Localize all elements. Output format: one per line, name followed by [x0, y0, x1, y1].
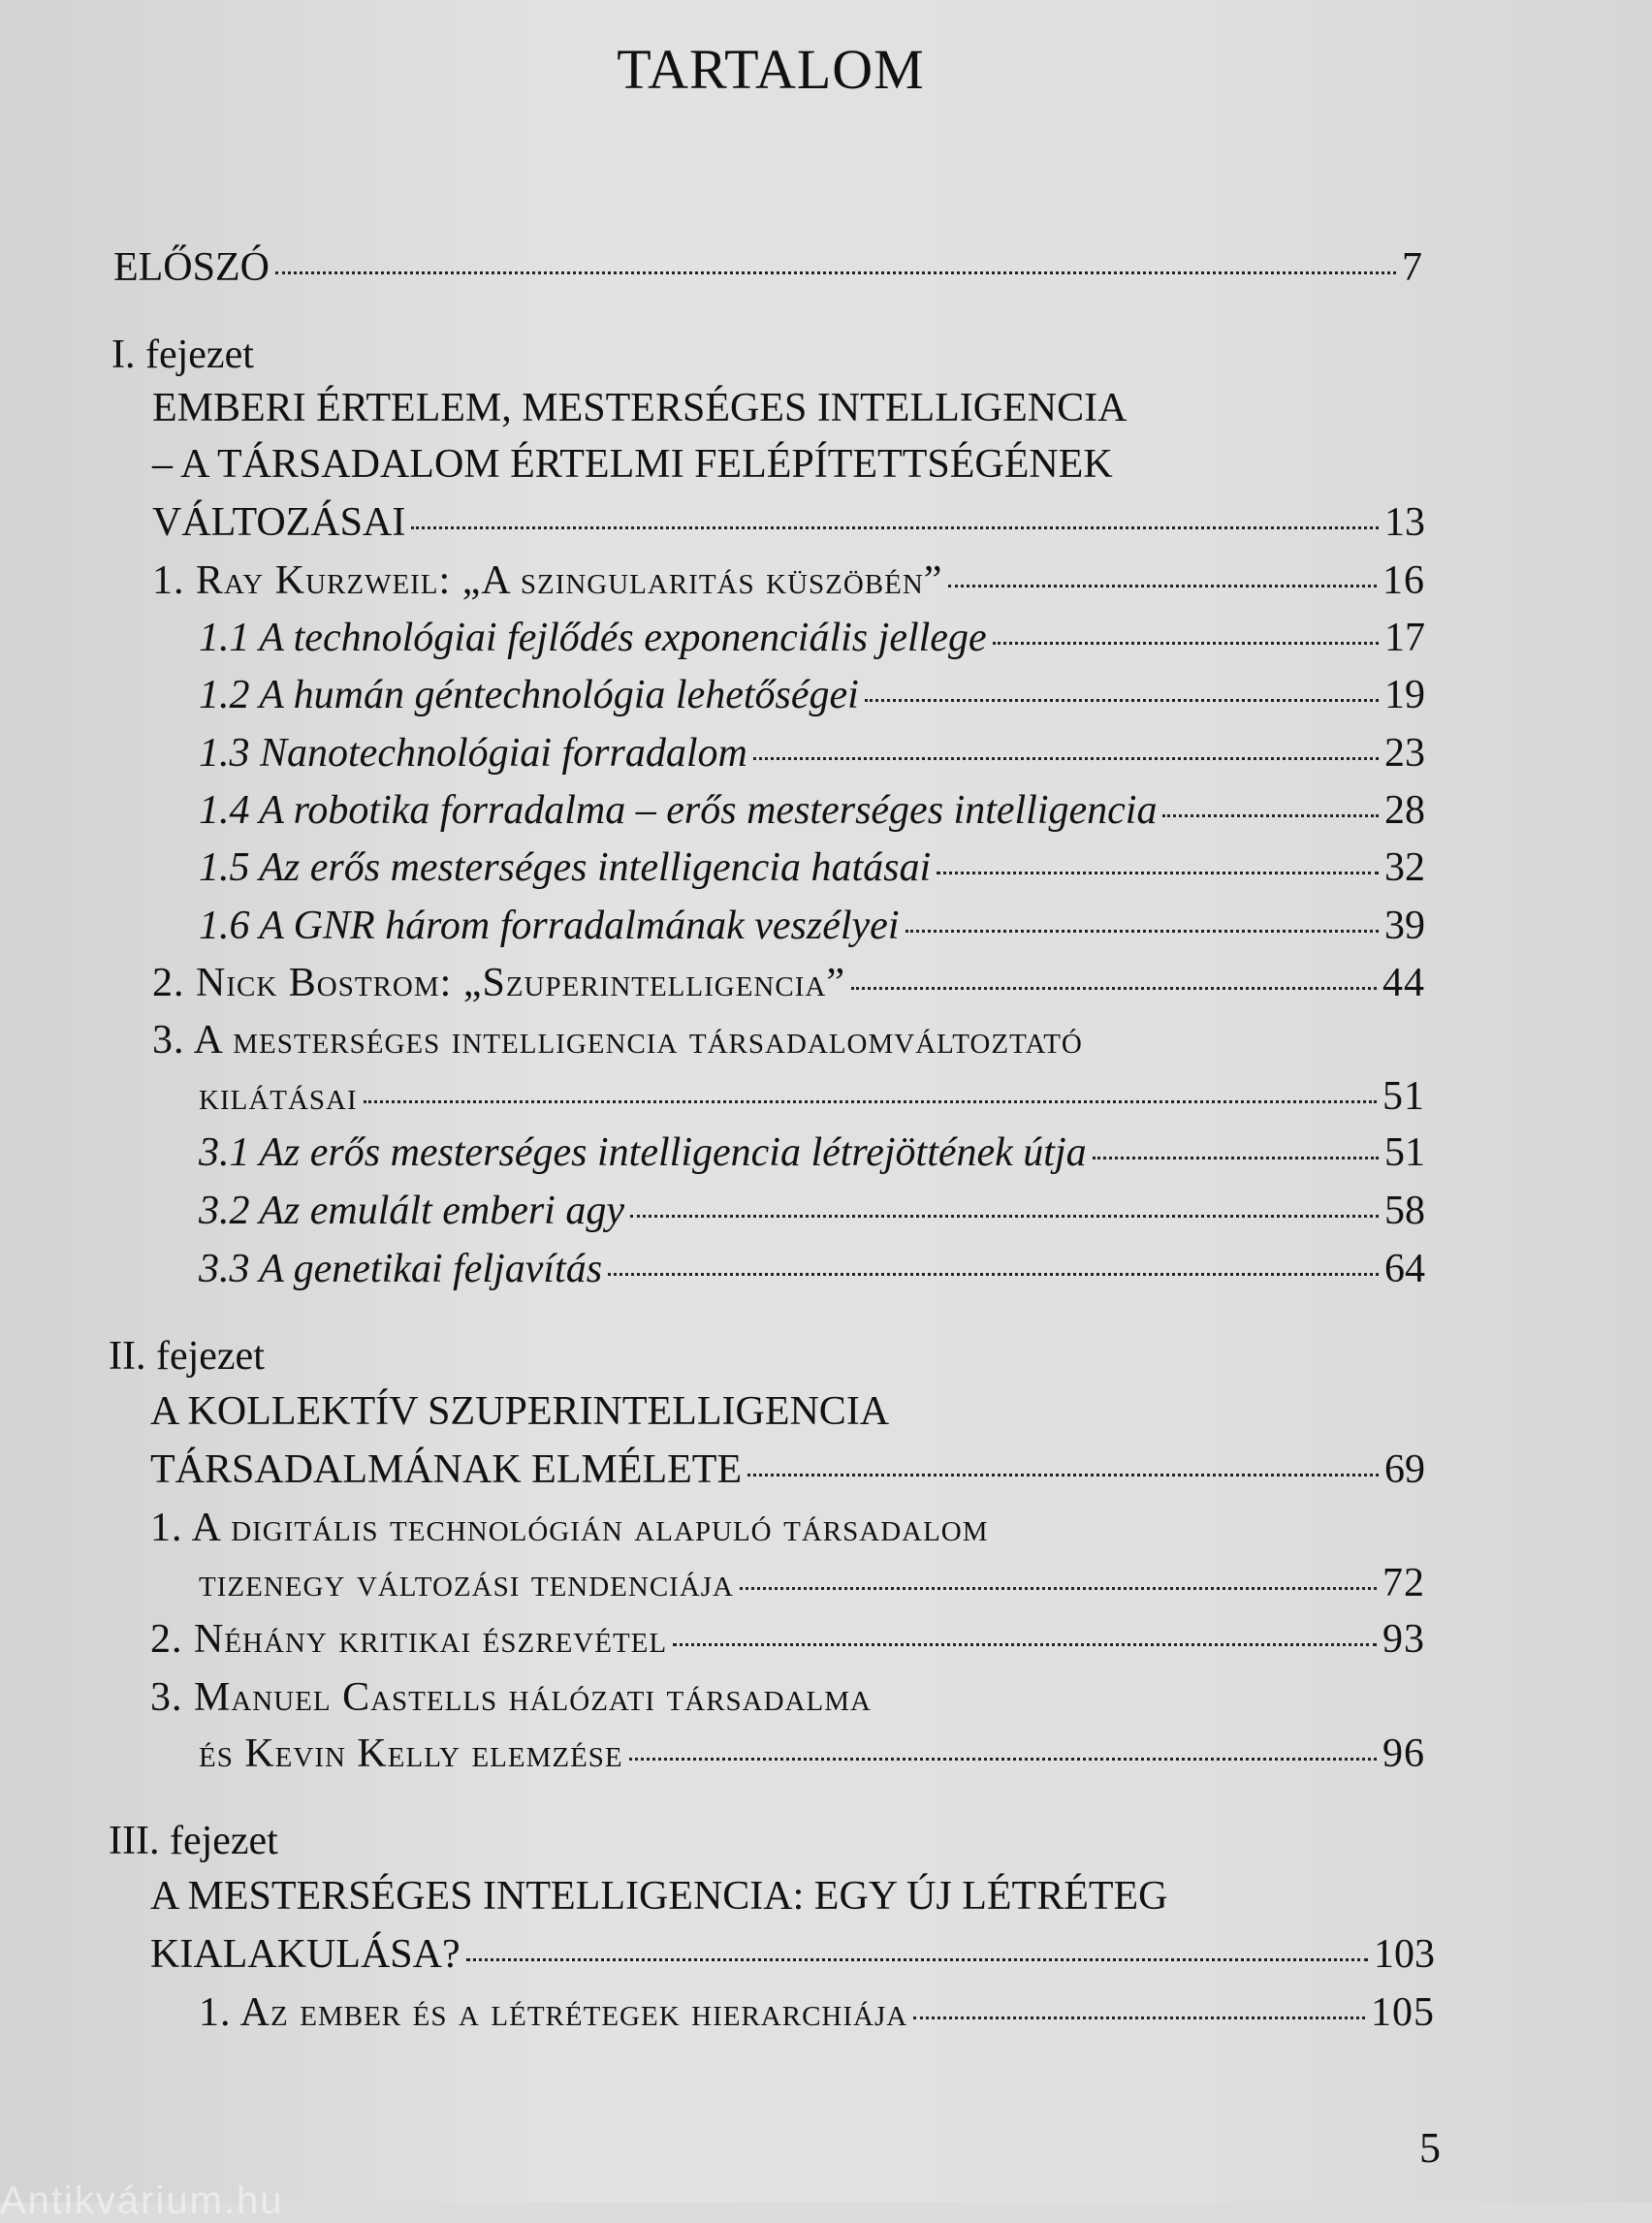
toc-entry-chapter-2[interactable]: TÁRSADALMÁNAK ELMÉLETE 69 [150, 1447, 1425, 1492]
toc-entry-1-3-2[interactable]: 3.2 Az emulált emberi agy 58 [199, 1189, 1425, 1233]
leader-dots [629, 1758, 1377, 1761]
toc-entry-2-2[interactable]: 2. Néhány kritikai észrevétel 93 [150, 1617, 1425, 1662]
chapter-2-title-line1: A KOLLEKTÍV SZUPERINTELLIGENCIA [150, 1389, 890, 1434]
leader-dots [913, 2017, 1365, 2019]
toc-entry-1-3-line1: 3. A mesterséges intelligencia társadalomváltoztató [152, 1018, 1083, 1063]
page-number: 5 [1419, 2124, 1441, 2172]
page-title: TARTALOM [617, 38, 925, 101]
leader-dots [630, 1215, 1379, 1218]
toc-entry-3-1[interactable]: 1. Az ember és a létrétegek hierarchiája 105 [199, 1990, 1435, 2035]
chapter-2-heading: II. fejezet [109, 1334, 265, 1379]
watermark: Antikvárium.hu [0, 2179, 284, 2222]
toc-entry-1-1-5[interactable]: 1.5 Az erős mesterséges intelligencia hatásai 32 [199, 845, 1425, 890]
leader-dots [753, 757, 1379, 760]
toc-entry-1-1[interactable]: 1. Ray Kurzweil: „A szingularitás küszöbén” 16 [152, 558, 1425, 603]
toc-entry-2-3-line1: 3. Manuel Castells hálózati társadalma [150, 1675, 872, 1720]
leader-dots [747, 1474, 1379, 1477]
toc-entry-2-1-line1: 1. A digitális technológián alapuló társadalom [150, 1506, 989, 1550]
leader-dots [673, 1643, 1377, 1646]
leader-dots [275, 271, 1396, 274]
leader-dots [865, 699, 1379, 702]
chapter-1-title-line1: EMBERI ÉRTELEM, MESTERSÉGES INTELLIGENCIA [152, 386, 1128, 430]
leader-dots [364, 1100, 1377, 1103]
chapter-3-title-line1: A MESTERSÉGES INTELLIGENCIA: EGY ÚJ LÉTRÉTEG [150, 1874, 1168, 1919]
leader-dots [948, 585, 1377, 588]
leader-dots [905, 930, 1380, 933]
toc-entry-2-1[interactable]: tizenegy változási tendenciája 72 [199, 1561, 1425, 1605]
toc-entry-1-1-1[interactable]: 1.1 A technológiai fejlődés exponenciális jellege 17 [199, 616, 1425, 660]
toc-entry-1-1-6[interactable]: 1.6 A GNR három forradalmának veszélyei 39 [199, 904, 1425, 948]
toc-entry-1-1-4[interactable]: 1.4 A robotika forradalma – erős mesterséges intelligencia 28 [199, 788, 1425, 833]
toc-entry-1-1-3[interactable]: 1.3 Nanotechnológiai forradalom 23 [199, 731, 1425, 776]
toc-entry-1-3[interactable]: kilátásai 51 [199, 1074, 1425, 1119]
toc-entry-1-3-1[interactable]: 3.1 Az erős mesterséges intelligencia létrejöttének útja 51 [199, 1130, 1425, 1175]
leader-dots [411, 526, 1379, 529]
toc-entry-2-3[interactable]: és Kevin Kelly elemzése 96 [199, 1731, 1425, 1776]
toc-entry-chapter-1[interactable]: VÁLTOZÁSAI 13 [152, 500, 1425, 545]
leader-dots [993, 642, 1379, 645]
toc-entry-1-3-3[interactable]: 3.3 A genetikai feljavítás 64 [199, 1247, 1425, 1291]
leader-dots [1162, 814, 1379, 817]
toc-entry-eloszo[interactable]: ELŐSZÓ 7 [113, 245, 1422, 290]
leader-dots [608, 1273, 1379, 1276]
toc-entry-1-1-2[interactable]: 1.2 A humán géntechnológia lehetőségei 19 [199, 673, 1425, 717]
leader-dots [851, 987, 1377, 990]
chapter-3-heading: III. fejezet [109, 1819, 278, 1863]
chapter-1-heading: I. fejezet [111, 333, 254, 377]
leader-dots [937, 872, 1379, 874]
leader-dots [1093, 1157, 1379, 1159]
leader-dots [740, 1587, 1377, 1590]
toc-entry-1-2[interactable]: 2. Nick Bostrom: „Szuperintelligencia” 44 [152, 961, 1425, 1005]
toc-entry-chapter-3[interactable]: KIALAKULÁSA? 103 [150, 1932, 1435, 1977]
chapter-1-title-line2: – A TÁRSADALOM ÉRTELMI FELÉPÍTETTSÉGÉNEK [152, 442, 1113, 487]
leader-dots [466, 1958, 1368, 1961]
